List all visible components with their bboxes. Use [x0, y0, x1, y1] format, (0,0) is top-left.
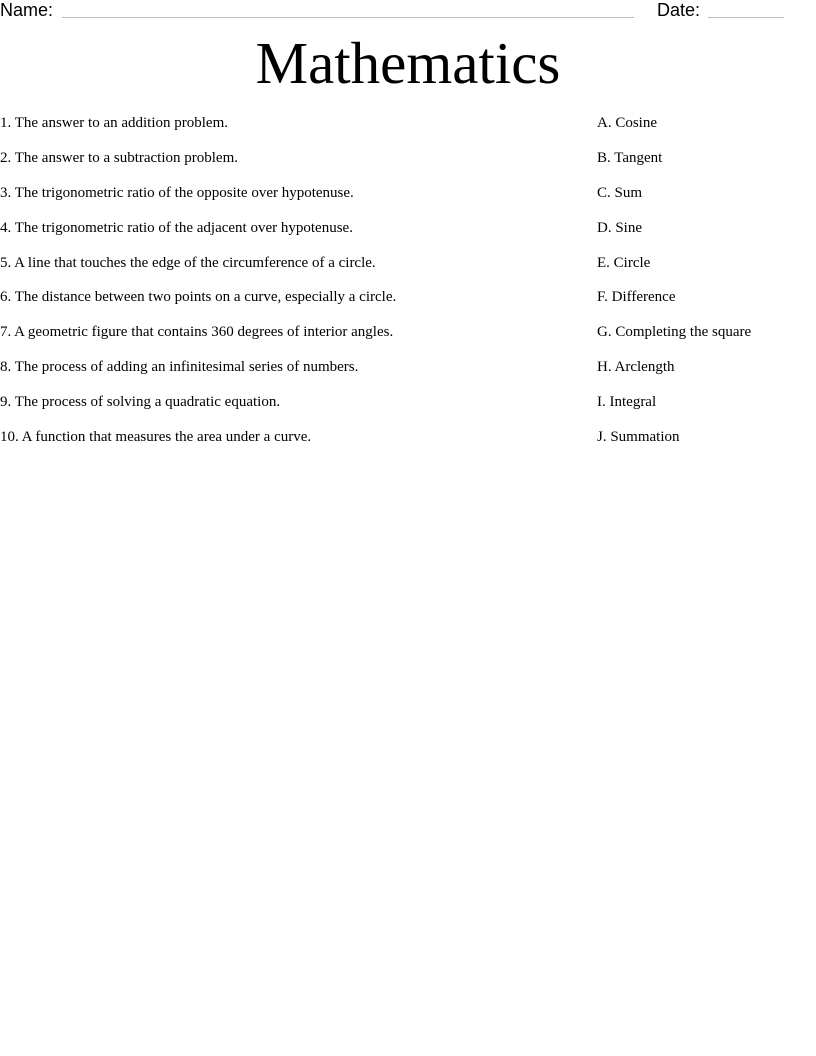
list-item: [0, 322, 816, 357]
list-item: [0, 357, 816, 392]
clue-text: 6. The distance between two points on a curve, especially a circle.: [0, 289, 397, 306]
clue-text: 1. The answer to an addition problem.: [0, 115, 229, 131]
list-item: [0, 392, 816, 427]
answer-option: E. Circle: [597, 254, 651, 271]
list-item: [0, 253, 816, 288]
name-blank-line[interactable]: [62, 17, 634, 18]
clue-text: 4. The trigonometric ratio of the adjacent over hypotenuse.: [0, 219, 353, 236]
answer-option: F. Difference: [597, 289, 676, 306]
page-title: Mathematics: [255, 30, 561, 96]
answer-option: A. Cosine: [597, 115, 657, 131]
clue-text: 7. A geometric figure that contains 360 degrees of interior angles.: [0, 324, 394, 341]
answer-option: C. Sum: [597, 184, 643, 201]
worksheet-header: [0, 0, 816, 24]
clue-text: 8. The process of adding an infinitesimal series of numbers.: [0, 359, 359, 376]
list-item: [0, 218, 816, 253]
clue-text: 10. A function that measures the area under a curve.: [0, 429, 312, 446]
date-blank-line[interactable]: [708, 17, 784, 18]
answer-option: H. Arclength: [597, 359, 675, 376]
list-item: [0, 287, 816, 322]
answer-option: I. Integral: [597, 394, 657, 411]
clue-text: 3. The trigonometric ratio of the opposite over hypotenuse.: [0, 184, 354, 201]
answer-option: J. Summation: [597, 429, 680, 446]
list-item: [0, 148, 816, 183]
clue-text: 5. A line that touches the edge of the circumference of a circle.: [0, 254, 376, 271]
clue-text: 2. The answer to a subtraction problem.: [0, 149, 238, 166]
clue-text: 9. The process of solving a quadratic equation.: [0, 394, 281, 411]
answer-option: B. Tangent: [597, 149, 663, 166]
list-item: [0, 113, 816, 148]
list-item: [0, 427, 816, 462]
date-label: Date:: [657, 0, 701, 20]
answer-option: G. Completing the square: [597, 324, 752, 341]
list-item: [0, 183, 816, 218]
name-label: Name:: [0, 0, 54, 20]
matching-list: [0, 113, 816, 462]
answer-option: D. Sine: [597, 219, 642, 236]
